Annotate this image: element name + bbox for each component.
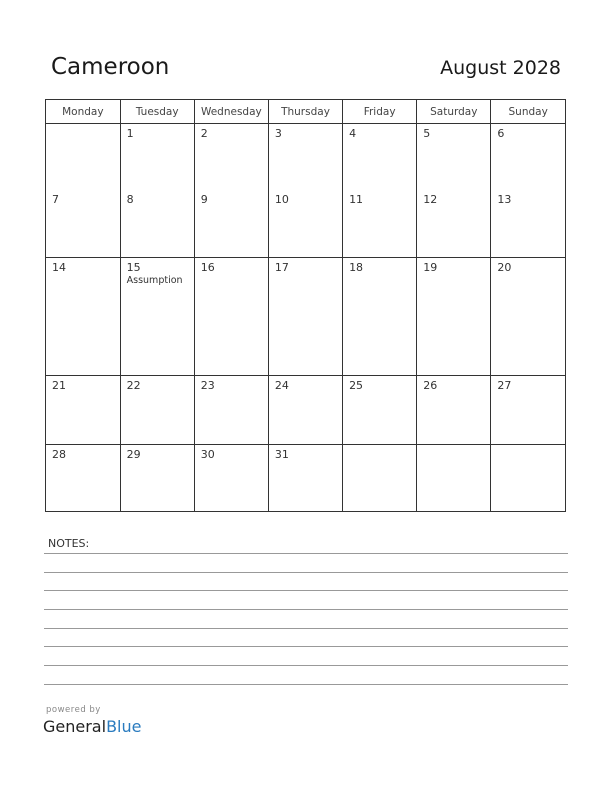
- day-number: 11: [349, 193, 364, 207]
- day-number: 6: [497, 127, 505, 140]
- day-cell: [268, 375, 342, 444]
- weekday-header: Monday: [46, 100, 120, 124]
- day-cell: [491, 124, 565, 191]
- day-number: 18: [349, 260, 364, 274]
- week-row: [46, 444, 565, 511]
- week-row: [46, 124, 565, 191]
- day-cell: [343, 124, 417, 191]
- day-cell: [491, 375, 565, 444]
- day-number: 8: [126, 193, 134, 207]
- day-number: 16: [200, 260, 215, 274]
- country-title: Cameroon: [51, 54, 170, 80]
- day-number: 12: [423, 193, 438, 207]
- day-number: 20: [497, 260, 512, 274]
- day-cell: [46, 257, 120, 375]
- day-number: 13: [497, 193, 512, 207]
- month-year-title: August 2028: [440, 57, 561, 79]
- day-number: 27: [497, 378, 512, 392]
- day-cell: [343, 375, 417, 444]
- day-number: 4: [349, 127, 357, 140]
- day-number: 1: [126, 127, 134, 140]
- day-cell: [417, 190, 491, 257]
- day-number: 7: [52, 193, 59, 207]
- day-number: 5: [423, 127, 431, 140]
- day-cell: [343, 257, 417, 375]
- day-cell: [343, 190, 417, 257]
- day-number: 19: [423, 260, 438, 274]
- note-line: [44, 553, 568, 554]
- day-cell: [194, 375, 268, 444]
- day-number: 23: [200, 378, 215, 392]
- note-line: [44, 684, 568, 685]
- day-cell: [194, 190, 268, 257]
- day-number: 17: [274, 260, 289, 274]
- weekday-header: Thursday: [268, 100, 342, 124]
- weekday-header: Wednesday: [194, 100, 268, 124]
- day-number: 21: [52, 378, 66, 392]
- day-cell: [417, 444, 491, 511]
- day-cell: [194, 257, 268, 375]
- day-cell: [268, 124, 342, 191]
- day-cell: [491, 444, 565, 511]
- note-line: [44, 609, 568, 610]
- day-number: 28: [52, 447, 66, 461]
- weekday-header-row: [46, 100, 565, 124]
- day-number: 3: [274, 127, 282, 140]
- day-cell: [268, 444, 342, 511]
- weekday-header: Friday: [343, 100, 417, 124]
- day-number: 30: [200, 447, 215, 461]
- powered-by-text: powered by: [46, 705, 101, 715]
- day-cell: [491, 190, 565, 257]
- day-number: 24: [274, 378, 289, 392]
- brand-logo: [43, 717, 141, 736]
- day-number: 26: [423, 378, 438, 392]
- weekday-header: Sunday: [491, 100, 565, 124]
- weekday-header: Saturday: [417, 100, 491, 124]
- note-line: [44, 628, 568, 629]
- week-row: [46, 190, 565, 257]
- note-line: [44, 665, 568, 666]
- week-row: [46, 375, 565, 444]
- day-cell: [194, 444, 268, 511]
- day-number: 22: [126, 378, 141, 392]
- note-line: [44, 646, 568, 647]
- day-cell: [194, 124, 268, 191]
- day-cell: [417, 257, 491, 375]
- day-cell: [417, 124, 491, 191]
- day-cell: [268, 190, 342, 257]
- day-number: 14: [52, 260, 66, 274]
- day-number: 10: [274, 193, 289, 207]
- day-number: 31: [274, 447, 289, 461]
- day-cell: [46, 124, 120, 191]
- day-cell: [120, 257, 194, 375]
- notes-label: NOTES:: [48, 537, 90, 550]
- day-cell: [46, 375, 120, 444]
- holiday-label: Assumption: [126, 274, 183, 286]
- brand-blue-text: Blue: [106, 717, 142, 736]
- calendar-grid: [45, 99, 566, 512]
- day-cell: [46, 444, 120, 511]
- day-number: 29: [126, 447, 141, 461]
- day-cell: [120, 375, 194, 444]
- day-number: 25: [349, 378, 364, 392]
- day-number: 15: [126, 260, 141, 274]
- day-cell: [268, 257, 342, 375]
- brand-general-text: General: [43, 717, 107, 736]
- week-row: [46, 257, 565, 375]
- weekday-header: Tuesday: [120, 100, 194, 124]
- day-number: 9: [200, 193, 208, 207]
- day-number: 2: [200, 127, 208, 140]
- day-cell: [120, 124, 194, 191]
- note-line: [44, 572, 568, 573]
- day-cell: [46, 190, 120, 257]
- note-line: [44, 590, 568, 591]
- day-cell: [120, 190, 194, 257]
- day-cell: [343, 444, 417, 511]
- day-cell: [120, 444, 194, 511]
- day-cell: [417, 375, 491, 444]
- day-cell: [491, 257, 565, 375]
